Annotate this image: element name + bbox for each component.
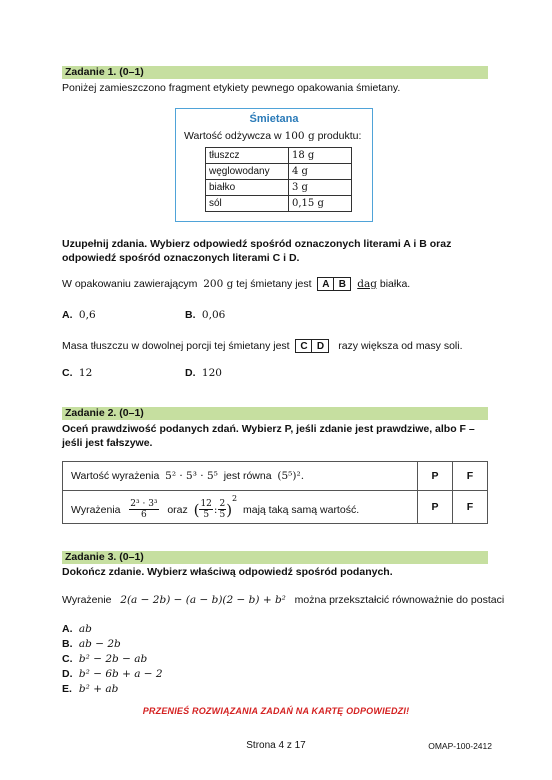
task1-sentence2	[62, 339, 463, 353]
caption-suffix: produktu:	[317, 130, 362, 142]
row2-fraction-1-den: 6	[141, 510, 147, 521]
true-false-table	[62, 461, 488, 524]
s1-mid: tej śmietany jest	[236, 278, 312, 290]
task1-instruction	[62, 237, 451, 265]
nutrient-name: białko	[206, 180, 289, 196]
task3-option-letter: E.	[62, 683, 72, 695]
task3-sentence	[62, 594, 504, 606]
page-number: Strona 4 z 17	[246, 740, 306, 751]
option-a-value: 0,6	[78, 309, 96, 321]
row2-fraction-3-den: 5	[219, 510, 226, 521]
tf-row1-f[interactable]: F	[453, 462, 488, 491]
task3-option-letter: B.	[62, 638, 73, 650]
option-d-letter: D.	[185, 367, 196, 379]
s1-prefix: W opakowaniu zawierającym	[62, 278, 198, 290]
nutrient-value: 18 g	[289, 148, 352, 164]
product-label-title: Śmietana	[249, 113, 299, 125]
row2-fraction-3-num: 2	[219, 499, 226, 510]
choice-d-box[interactable]: D	[312, 339, 329, 353]
task3-option-value: b² + ab	[78, 683, 119, 695]
nutrient-value: 0,15 g	[289, 196, 352, 212]
task3-option-value: b² − 2b − ab	[78, 653, 148, 665]
exam-code: OMAP-100-2412	[428, 741, 492, 751]
task1-intro: Poniżej zamieszczono fragment etykiety pewnego opakowania śmietany.	[62, 82, 401, 94]
task3-option[interactable]	[62, 638, 121, 650]
s2-prefix: Masa tłuszczu w dowolnej porcji tej śmietany jest	[62, 340, 290, 352]
row2-paren-close: )	[226, 500, 233, 519]
row1-prefix: Wartość wyrażenia	[71, 470, 160, 482]
tf-row-2	[63, 491, 488, 524]
choice-c-box[interactable]: C	[295, 339, 312, 353]
task3-option[interactable]	[62, 668, 163, 680]
row2-fraction-1-num: 2³ · 3³	[130, 499, 158, 510]
tf-statement-2	[63, 491, 418, 524]
option-a[interactable]	[62, 309, 96, 321]
task3-option-letter: C.	[62, 653, 73, 665]
nutrient-value: 4 g	[289, 164, 352, 180]
row2-power: 2	[232, 493, 238, 503]
task3-option[interactable]	[62, 653, 147, 665]
row2-prefix: Wyrażenia	[71, 503, 121, 516]
task3-option-letter: D.	[62, 668, 73, 680]
option-c-value: 12	[78, 367, 93, 379]
option-b-letter: B.	[185, 309, 196, 321]
row2-colon: :	[213, 503, 218, 516]
nutrient-name: węglowodany	[206, 164, 289, 180]
tf-row2-f[interactable]: F	[453, 491, 488, 524]
option-a-letter: A.	[62, 309, 73, 321]
task3-option-value: ab	[78, 623, 92, 635]
tf-row-1	[63, 462, 488, 491]
task2-instruction	[62, 422, 475, 450]
option-c[interactable]	[62, 367, 92, 379]
nutrition-table	[205, 147, 352, 212]
nutrient-value: 3 g	[289, 180, 352, 196]
option-b-value: 0,06	[201, 309, 226, 321]
nutrition-row	[206, 180, 352, 196]
s1-amount: 200 g	[203, 278, 234, 290]
nutrient-name: tłuszcz	[206, 148, 289, 164]
product-label	[175, 108, 373, 222]
tf-statement-1	[63, 462, 418, 491]
task1-instruction-line1: Uzupełnij zdania. Wybierz odpowiedź spośród oznaczonych literami A i B oraz	[62, 238, 452, 250]
choice-a-box[interactable]: A	[317, 277, 334, 291]
nutrition-row	[206, 164, 352, 180]
task1-header: Zadanie 1. (0–1)	[62, 66, 488, 79]
tf-row2-p[interactable]: P	[418, 491, 453, 524]
row2-suffix: mają taką samą wartość.	[242, 503, 360, 516]
task3-sentence-prefix: Wyrażenie	[62, 594, 112, 606]
option-c-letter: C.	[62, 367, 73, 379]
option-d-value: 120	[201, 367, 222, 379]
task3-option-value: b² − 6b + a − 2	[78, 668, 163, 680]
s1-suffix: białka.	[379, 278, 411, 290]
task2-instruction-line2: jeśli jest fałszywe.	[62, 437, 153, 449]
caption-amount: 100 g	[284, 130, 315, 142]
task1-instruction-line2: odpowiedź spośród oznaczonych literami C i D.	[62, 252, 300, 264]
option-d[interactable]	[185, 367, 222, 379]
s2-suffix: razy większa od masy soli.	[338, 340, 463, 352]
row2-fraction-2-num: 12	[200, 499, 212, 510]
task2-instruction-line1: Oceń prawdziwość podanych zdań. Wybierz P, jeśli zdanie jest prawdziwe, albo F –	[62, 423, 475, 435]
task3-option-letter: A.	[62, 623, 73, 635]
row1-expr: 5² · 5³ · 5⁵	[165, 470, 218, 482]
transfer-note: PRZENIEŚ ROZWIĄZANIA ZADAŃ NA KARTĘ ODPOWIEDZI!	[142, 706, 410, 716]
row2-fraction-1	[129, 499, 158, 520]
row2-fraction-2	[199, 499, 212, 520]
row1-mid: jest równa	[223, 470, 272, 482]
nutrient-name: sól	[206, 196, 289, 212]
choice-b-box[interactable]: B	[334, 277, 351, 291]
nutrition-row	[206, 196, 352, 212]
row2-paren-open: (	[193, 500, 200, 519]
row1-result: (5⁵)².	[277, 470, 305, 482]
task1-sentence1	[62, 277, 410, 291]
product-label-caption	[184, 130, 361, 142]
row2-fraction-2-den: 5	[203, 510, 210, 521]
option-b[interactable]	[185, 309, 225, 321]
task3-sentence-suffix: można przekształcić równoważnie do postaci	[294, 594, 505, 606]
row2-and: oraz	[167, 503, 188, 516]
task3-option[interactable]	[62, 683, 118, 695]
task3-option[interactable]	[62, 623, 92, 635]
task3-instruction: Dokończ zdanie. Wybierz właściwą odpowiedź spośród podanych.	[62, 566, 393, 578]
task3-option-value: ab − 2b	[78, 638, 121, 650]
tf-row1-p[interactable]: P	[418, 462, 453, 491]
task2-header: Zadanie 2. (0–1)	[62, 407, 488, 420]
caption-prefix: Wartość odżywcza w	[184, 130, 282, 142]
task3-header: Zadanie 3. (0–1)	[62, 551, 488, 564]
nutrition-row	[206, 148, 352, 164]
s1-unit: dag	[357, 278, 377, 290]
task3-sentence-expr: 2(a − 2b) − (a − b)(2 − b) + b²	[120, 594, 286, 606]
